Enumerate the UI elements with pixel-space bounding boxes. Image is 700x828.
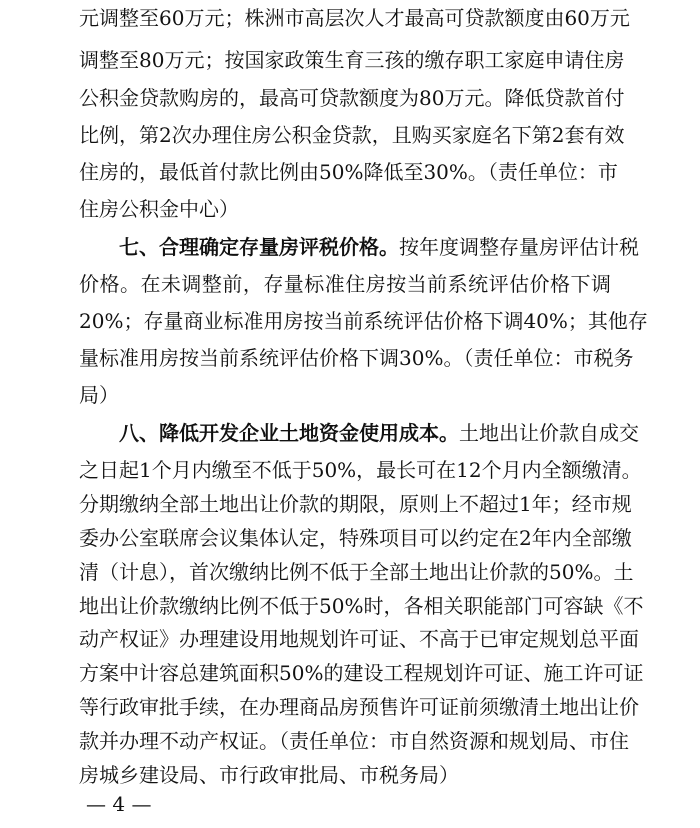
body-line: 比例，第2次办理住房公积金贷款，且购买家庭名下第2套有效 (79, 123, 625, 147)
body-line: 住房公积金中心） (79, 197, 239, 221)
body-line: 公积金贷款购房的，最高可贷款额度为80万元。降低贷款首付 (79, 86, 625, 110)
body-line: 之日起1个月内缴至不低于50%，最长可在12个月内全额缴清。 (79, 458, 642, 482)
page-number: — 4 — (86, 792, 152, 816)
body-line: 方案中计容总建筑面积50%的建设工程规划许可证、施工许可证 (79, 661, 644, 685)
body-line: 分期缴纳全部土地出让价款的期限，原则上不超过1年；经市规 (79, 492, 632, 516)
body-line: 住房的，最低首付款比例由50%降低至30%。（责任单位：市 (79, 160, 618, 184)
body-line: 调整至80万元；按国家政策生育三孩的缴存职工家庭申请住房 (79, 48, 625, 72)
body-line: 地出让价款缴纳比例不低于50%时，各相关职能部门可容缺《不 (79, 594, 644, 618)
body-line: 委办公室联席会议集体认定，特殊项目可以约定在2年内全部缴 (79, 526, 632, 550)
body-line: 清（计息），首次缴纳比例不低于全部土地出让价款的50%。土 (79, 560, 634, 584)
body-line: 房城乡建设局、市行政审批局、市税务局） (79, 763, 459, 787)
section-8-first-line (119, 418, 639, 448)
section-8-heading: 八、降低开发企业土地资金使用成本。 (119, 421, 459, 445)
body-line: 量标准用房按当前系统评估价格下调30%。（责任单位：市税务 (79, 346, 634, 370)
body-line: 款并办理不动产权证。（责任单位：市自然资源和规划局、市住 (79, 729, 629, 753)
section-7-first-line-text: 按年度调整存量房评估计税 (399, 235, 639, 259)
body-line: 20%；存量商业标准用房按当前系统评估价格下调40%；其他存 (79, 309, 648, 333)
body-line: 价格。在未调整前，存量标准住房按当前系统评估价格下调 (79, 272, 611, 296)
body-line: 局） (79, 383, 119, 407)
body-line: 元调整至60万元；株洲市高层次人才最高可贷款额度由60万元 (79, 6, 630, 30)
section-8-first-line-text: 土地出让价款自成交 (459, 421, 639, 445)
body-line: 动产权证》办理建设用地规划许可证、不高于已审定规划总平面 (79, 627, 639, 651)
section-7-heading: 七、合理确定存量房评税价格。 (119, 235, 399, 259)
section-7-first-line (119, 232, 639, 262)
body-line: 等行政审批手续，在办理商品房预售许可证前须缴清土地出让价 (79, 695, 639, 719)
